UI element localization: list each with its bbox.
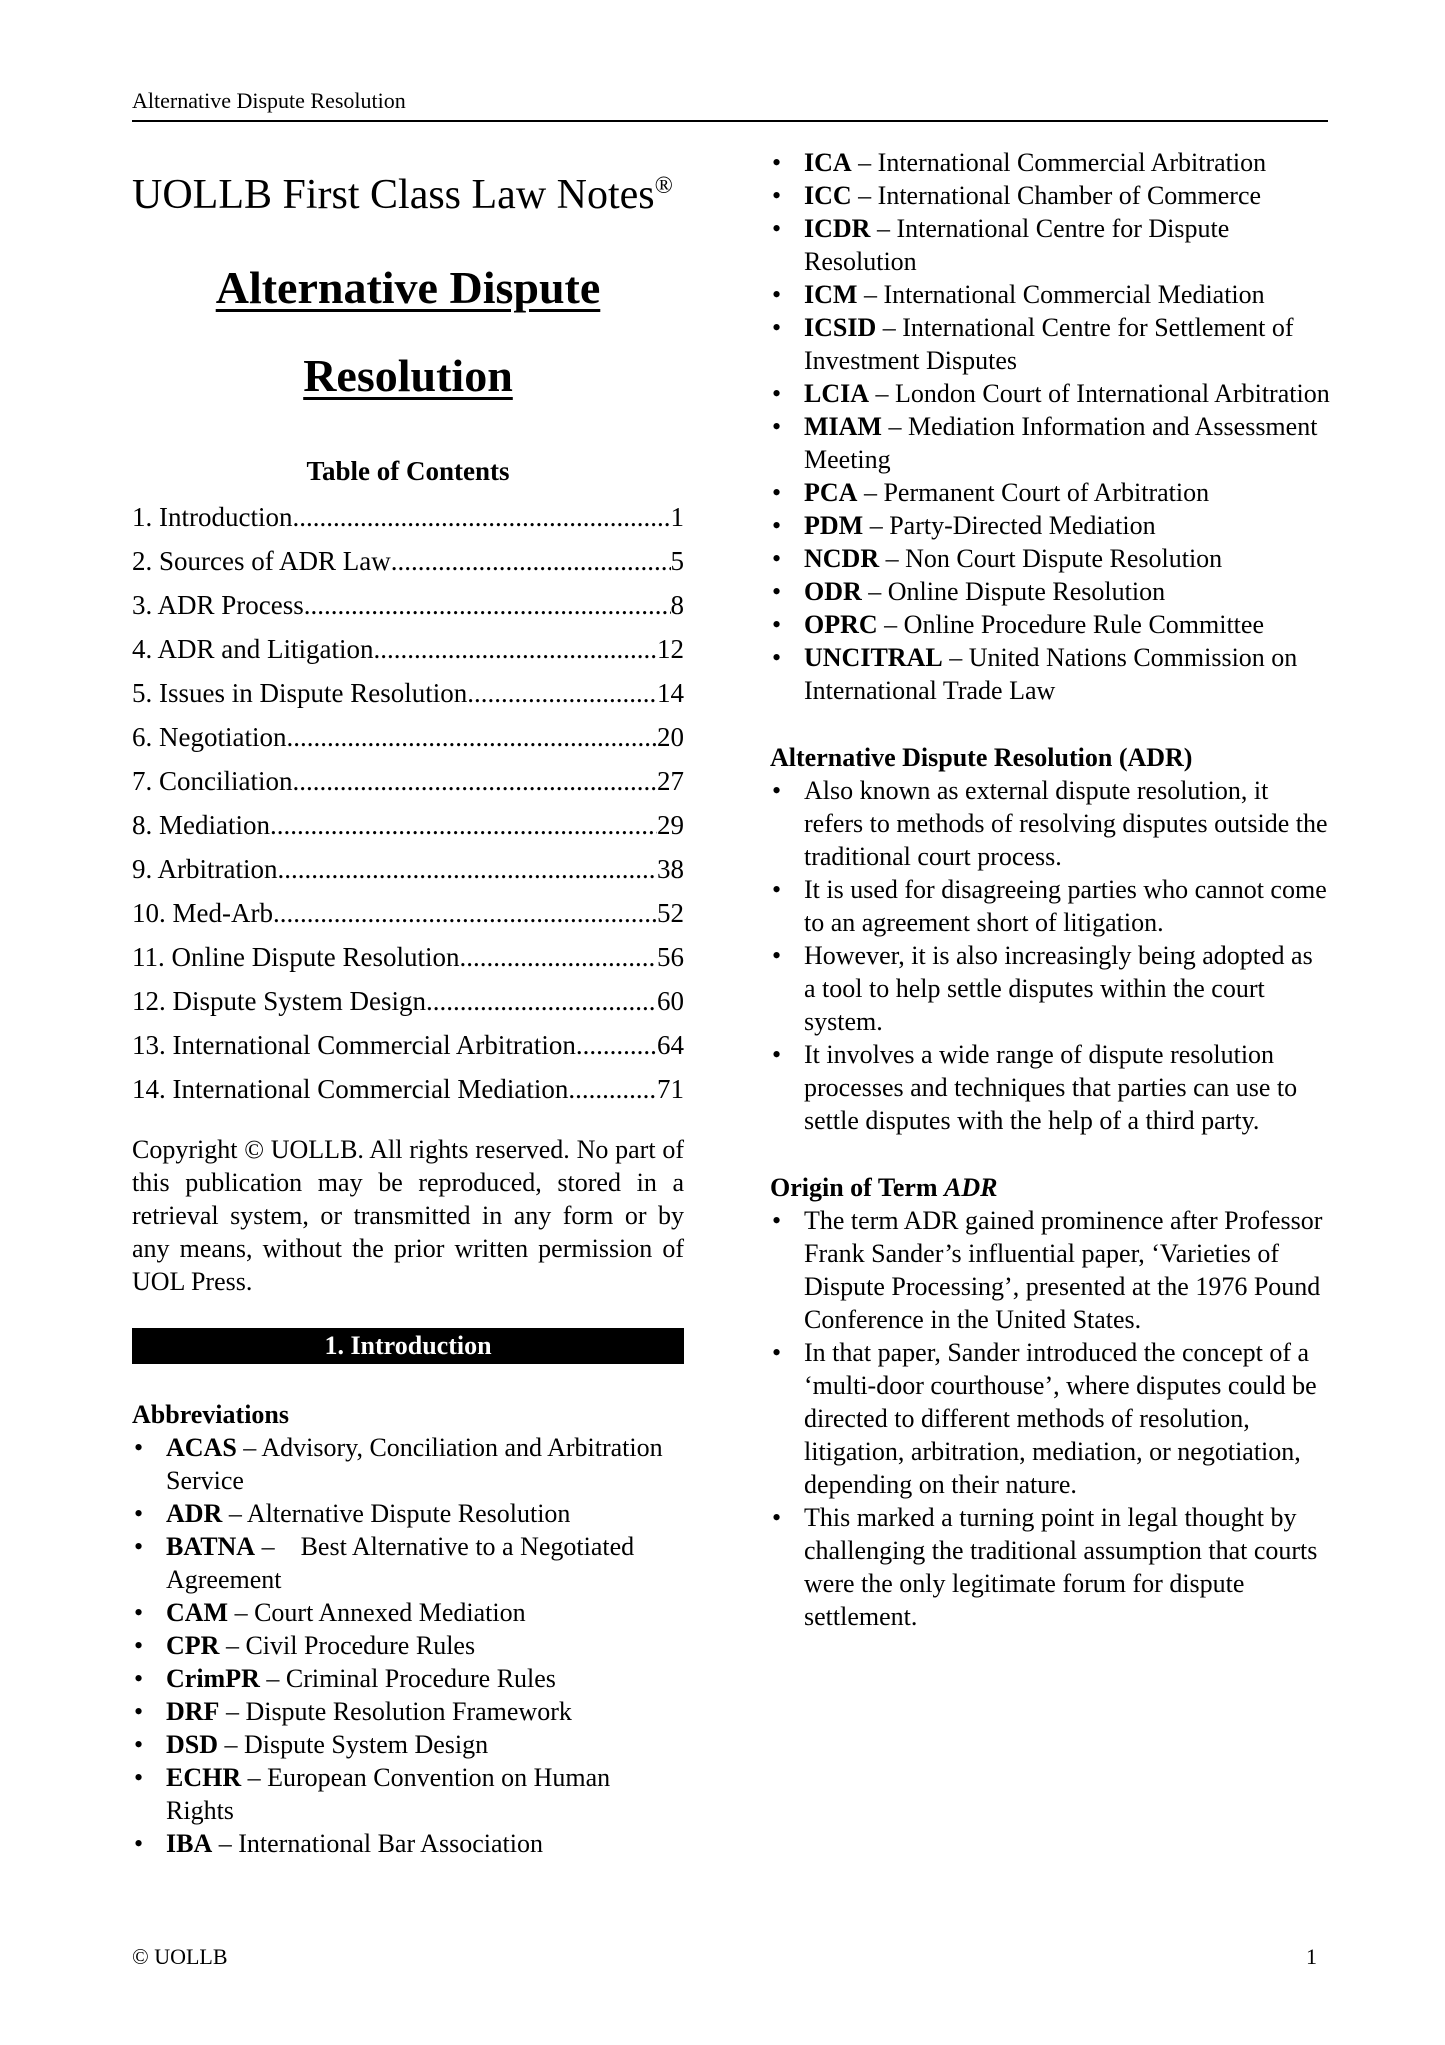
- left-column: [132, 146, 684, 1860]
- origin-heading: Origin of Term ADR: [770, 1173, 998, 1202]
- abbreviations-list-part-1: [132, 1431, 684, 1860]
- list-item: • ICDR – International Centre for Dispute Resolution: [770, 212, 1330, 278]
- list-item: • ACAS – Advisory, Conciliation and Arbitration Service: [132, 1431, 684, 1497]
- list-item: • CrimPR – Criminal Procedure Rules: [132, 1662, 684, 1695]
- toc-entry[interactable]: 14. International Commercial Mediation ..... 71: [132, 1067, 684, 1111]
- list-item: • This marked a turning point in legal thought by challenging the traditional assumption that courts were the only legitimate forum for dispute settlement.: [770, 1501, 1330, 1633]
- list-item: • IBA – International Bar Association: [132, 1827, 684, 1860]
- list-item: • ECHR – European Convention on Human Rights: [132, 1761, 684, 1827]
- list-item: • LCIA – London Court of International Arbitration: [770, 377, 1330, 410]
- toc-entry[interactable]: 12. Dispute System Design ..... 60: [132, 979, 684, 1023]
- list-item: • CAM – Court Annexed Mediation: [132, 1596, 684, 1629]
- toc-entry[interactable]: 6. Negotiation ..... 20: [132, 715, 684, 759]
- toc-entry[interactable]: 2. Sources of ADR Law ..... 5: [132, 539, 684, 583]
- adr-points: [770, 774, 1330, 1137]
- toc-entry[interactable]: 10. Med-Arb ..... 52: [132, 891, 684, 935]
- toc-entry[interactable]: 9. Arbitration ..... 38: [132, 847, 684, 891]
- list-item: • ICC – International Chamber of Commerce: [770, 179, 1330, 212]
- list-item: • ODR – Online Dispute Resolution: [770, 575, 1330, 608]
- list-item: • NCDR – Non Court Dispute Resolution: [770, 542, 1330, 575]
- toc-entry[interactable]: 1. Introduction ..... 1: [132, 495, 684, 539]
- list-item: • CPR – Civil Procedure Rules: [132, 1629, 684, 1662]
- list-item: • MIAM – Mediation Information and Assessment Meeting: [770, 410, 1330, 476]
- list-item: • ICM – International Commercial Mediation: [770, 278, 1330, 311]
- table-of-contents: [132, 495, 684, 1111]
- list-item: • ICA – International Commercial Arbitration: [770, 146, 1330, 179]
- document-title: Alternative Dispute Resolution: [215, 262, 601, 402]
- footer-copyright: © UOLLB: [132, 1944, 228, 1969]
- toc-entry[interactable]: 5. Issues in Dispute Resolution ..... 14: [132, 671, 684, 715]
- origin-points: [770, 1204, 1330, 1633]
- toc-entry[interactable]: 8. Mediation ..... 29: [132, 803, 684, 847]
- list-item: • However, it is also increasingly being adopted as a tool to help settle disputes within the court system.: [770, 939, 1330, 1038]
- right-column: [770, 146, 1330, 1633]
- abbreviations-list-part-2: [770, 146, 1330, 707]
- abbreviations-heading: Abbreviations: [132, 1400, 289, 1430]
- toc-entry[interactable]: 11. Online Dispute Resolution ..... 56: [132, 935, 684, 979]
- list-item: • Also known as external dispute resolution, it refers to methods of resolving disputes outside the traditional court process.: [770, 774, 1330, 873]
- toc-entry[interactable]: 4. ADR and Litigation ..... 12: [132, 627, 684, 671]
- list-item: • OPRC – Online Procedure Rule Committee: [770, 608, 1330, 641]
- list-item: • DSD – Dispute System Design: [132, 1728, 684, 1761]
- copyright-notice: Copyright © UOLLB. All rights reserved. No part of this publication may be reproduced, stored in a retrieval system, or transmitted in any form or by any means, without the prior written permission of UOL Press.: [132, 1135, 684, 1297]
- toc-entry[interactable]: 7. Conciliation ..... 27: [132, 759, 684, 803]
- list-item: • The term ADR gained prominence after Professor Frank Sander’s influential paper, ‘Varieties of Dispute Processing’, presented at the 1976 Pound Conference in the United States.: [770, 1204, 1330, 1336]
- list-item: • It is used for disagreeing parties who cannot come to an agreement short of litigation.: [770, 873, 1330, 939]
- list-item: • It involves a wide range of dispute resolution processes and techniques that parties can use to settle disputes with the help of a third party.: [770, 1038, 1330, 1137]
- list-item: • PDM – Party-Directed Mediation: [770, 509, 1330, 542]
- toc-heading: Table of Contents: [306, 456, 510, 487]
- toc-entry[interactable]: 13. International Commercial Arbitration ..... 64: [132, 1023, 684, 1067]
- running-header: Alternative Dispute Resolution: [132, 88, 1328, 122]
- adr-heading: Alternative Dispute Resolution (ADR): [770, 743, 1193, 772]
- list-item: • UNCITRAL – United Nations Commission on International Trade Law: [770, 641, 1330, 707]
- list-item: • ICSID – International Centre for Settlement of Investment Disputes: [770, 311, 1330, 377]
- list-item: • DRF – Dispute Resolution Framework: [132, 1695, 684, 1728]
- list-item: • PCA – Permanent Court of Arbitration: [770, 476, 1330, 509]
- brand-title: UOLLB First Class Law Notes®: [132, 172, 673, 218]
- list-item: • In that paper, Sander introduced the concept of a ‘multi-door courthouse’, where disputes could be directed to different methods of resolution, litigation, arbitration, mediation, or negotiation, depending on their nature.: [770, 1336, 1330, 1501]
- page-number: 1: [1306, 1944, 1317, 1969]
- list-item: • ADR – Alternative Dispute Resolution: [132, 1497, 684, 1530]
- toc-entry[interactable]: 3. ADR Process ..... 8: [132, 583, 684, 627]
- registered-mark: ®: [654, 173, 673, 199]
- list-item: • BATNA – Best Alternative to a Negotiated Agreement: [132, 1530, 684, 1596]
- section-heading-introduction: 1. Introduction: [132, 1328, 684, 1364]
